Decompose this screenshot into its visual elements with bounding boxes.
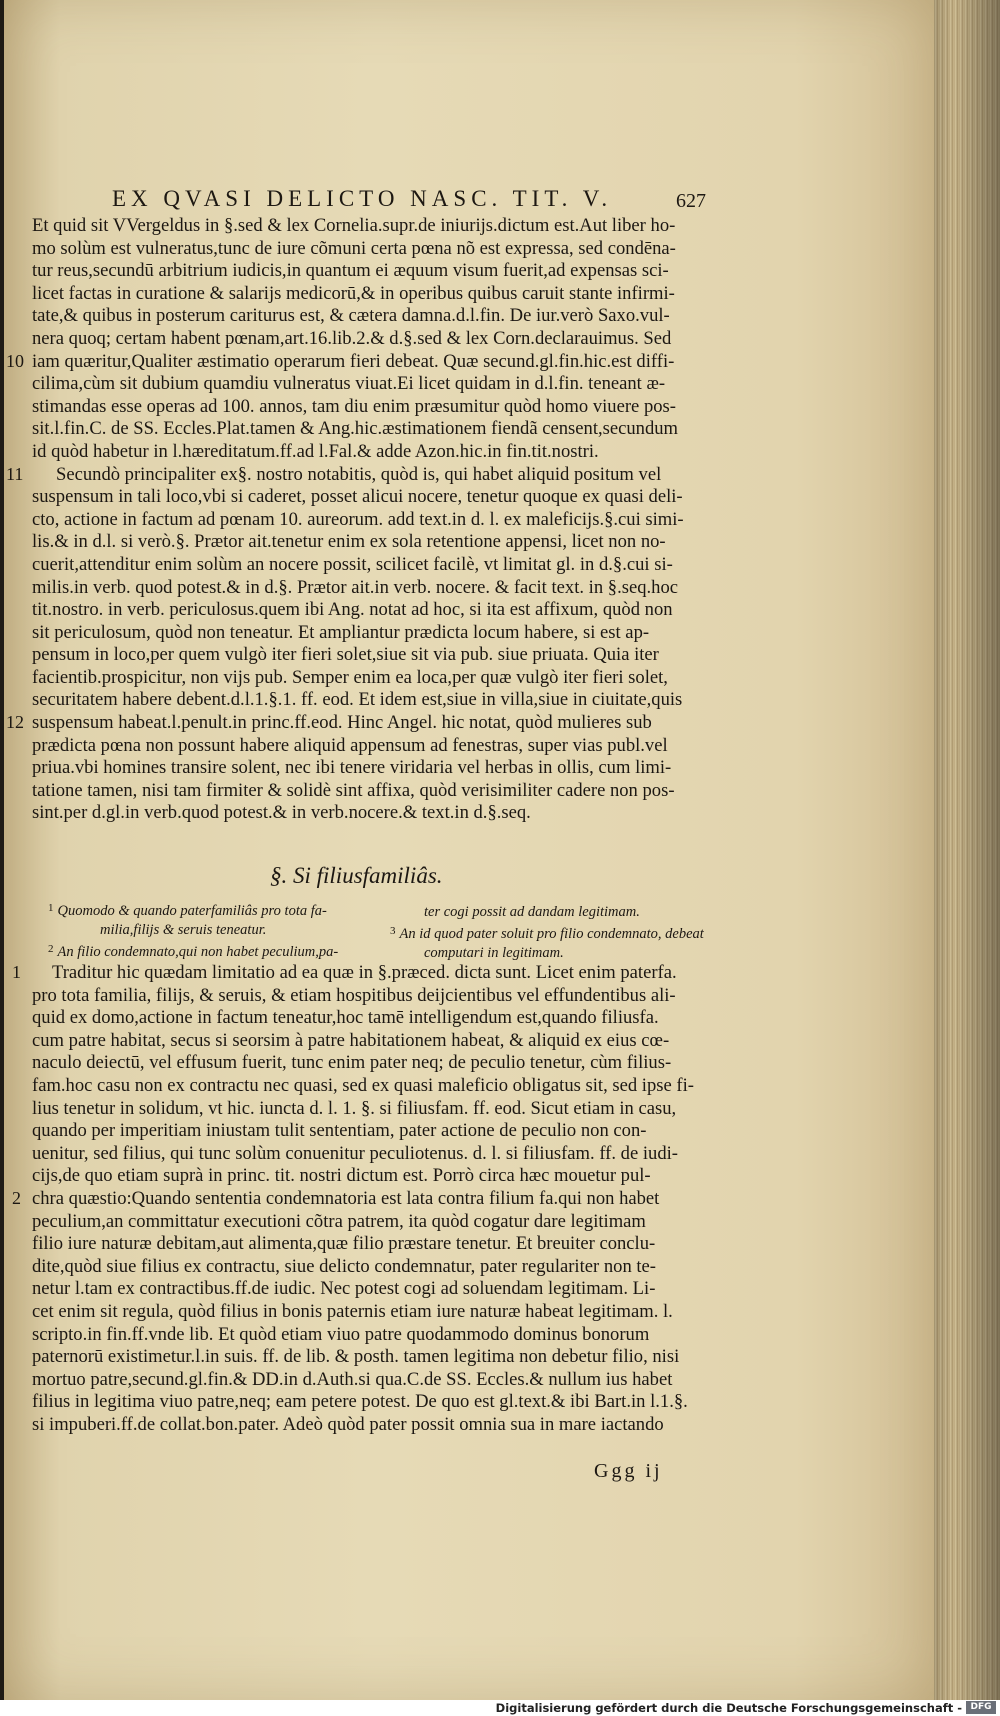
digitization-credit: Digitalisierung gefördert durch die Deutsche Forschungsgemeinschaft -: [495, 1701, 962, 1715]
summary-left: [48, 899, 338, 962]
text-line: lius tenetur in solidum, vt hic. iuncta d. l. 1. §. si filiusfam. ff. eod. Sicut etiam in casu,: [32, 1097, 677, 1119]
text-line: tur reus,secundū arbitrium iudicis,in quantum ei æquum visum fuerit,ad expensas sci-: [32, 260, 669, 282]
summary-item: ter cogi possit ad dandam legitimam.: [424, 904, 640, 920]
margin-number-10: 10: [6, 351, 24, 371]
margin-number-1: 1: [12, 962, 21, 982]
text-line: netur l.tam ex contractibus.ff.de iudic. Nec potest cogi ad soluendam legitimam. Li-: [32, 1278, 656, 1300]
text-block-1: [32, 215, 684, 825]
signature-mark: Ggg ij: [594, 1460, 663, 1482]
margin-number-11: 11: [6, 464, 24, 484]
text-line: tate,& quibus in posterum cariturus est, & cætera damna.d.l.fin. De iur.verò Saxo.vul-: [32, 305, 670, 327]
text-line: sit periculosum, quòd non teneatur. Et ampliantur prædicta locum habere, si est ap-: [32, 621, 650, 643]
text-line: prædicta pœna non possunt habere aliquid appensum ad fenestras, super vias publ.vel: [32, 734, 668, 756]
text-line: dite,quòd siue filius ex contractu, siue delicto condemnatur, pater regulariter non te-: [32, 1255, 656, 1277]
text-line: sit.l.fin.C. de SS. Eccles.Plat.tamen & Ang.hic.æstimationem fiendã censent,secundum: [32, 418, 679, 440]
text-line: cum patre habitat, secus si seorsim à patre habitationem habeat, & aliquid ex eius cœ-: [32, 1029, 670, 1051]
dfg-logo: DFG: [966, 1701, 996, 1714]
margin-number-2: 2: [12, 1188, 21, 1208]
text-line: pro tota familia, filijs, & seruis, & etiam hospitibus deijcientibus vel effundentibus ali-: [32, 984, 676, 1006]
text-line: cilima,cùm sit dubium quamdiu vulneratus viuat.Ei licet quidam in d.l.fin. teneant æ-: [32, 373, 666, 395]
text-line: lis.& in d.l. si verò.§. Prætor ait.tenetur enim ex sola retentione appensi, licet non no-: [32, 531, 666, 553]
text-block-2: [32, 962, 694, 1436]
summary-right: [390, 903, 704, 963]
text-line: peculium,an committatur executioni cõtra patrem, ita quòd cogatur dare legitimam: [32, 1210, 646, 1232]
page-edges-decoration: [934, 0, 1000, 1700]
text-line: Secundò principaliter ex§. nostro notabitis, quòd is, qui habet aliquid positum vel: [56, 463, 662, 485]
text-line: filius in legitima viuo patre,neq; eam petere potest. De quo est gl.text.& ibi Bart.in l.1.§.: [32, 1391, 688, 1413]
text-line: licet factas in curatione & salarijs medicorū,& in operibus quibus caruit stante infirmi-: [32, 282, 675, 304]
margin-number-12: 12: [6, 712, 24, 732]
summary-item: computari in legitimam.: [424, 945, 564, 961]
text-line: milis.in verb. quod potest.& in d.§. Prætor ait.in verb. nocere. & facit text. in §.seq.hoc: [32, 576, 679, 598]
text-line: iam quæritur,Qualiter æstimatio operarum fieri debeat. Quæ secund.gl.fin.hic.est diffi-: [32, 350, 675, 372]
text-line: id quòd habetur in l.hæreditatum.ff.ad l.Fal.& adde Azon.hic.in fin.tit.nostri.: [32, 440, 599, 462]
text-line: Traditur hic quædam limitatio ad ea quæ in §.præced. dicta sunt. Licet enim paterfa.: [52, 962, 677, 983]
text-line: nera quoq; certam habent pœnam,art.16.lib.2.& d.§.sed & lex Corn.declarauimus. Sed: [32, 327, 672, 349]
text-line: mo solùm est vulneratus,tunc de iure cõmuni certa pœna nõ est expressa, sed condēna-: [32, 237, 676, 259]
text-line: chra quæstio:Quando sententia condemnatoria est lata contra filium fa.qui non habet: [32, 1187, 660, 1209]
text-line: uenitur, sed filius, qui tunc solùm conuenitur peculiotenus. d. l. si filiusfam. ff. de iudi-: [32, 1142, 678, 1164]
text-line: quando per imperitiam iniustam tulit sententiam, pater actione de peculio non con-: [32, 1120, 647, 1142]
running-title: EX QVASI DELICTO NASC. TIT. V.: [112, 186, 613, 211]
text-line: naculo deiectū, vel effusum fuerit, tunc enim pater neq; de peculio tenetur, cùm filius-: [32, 1052, 672, 1074]
text-line: cuerit,attenditur enim solùm an nocere possit, scilicet facilè, vt limitat gl. in d.§.cui si-: [32, 553, 673, 575]
text-line: suspensum habeat.l.penult.in princ.ff.eod. Hinc Angel. hic notat, quòd mulieres sub: [32, 712, 652, 734]
text-line: stimandas esse operas ad 100. annos, tam diu enim præsumitur quòd homo viuere pos-: [32, 395, 676, 417]
text-line: quid ex domo,actione in factum teneatur,hoc tamē intelligendum est,quando filiusfa.: [32, 1007, 659, 1029]
text-line: fam.hoc casu non ex contractu nec quasi, sed ex quasi maleficio obligatus sit, sed ipse fi-: [32, 1074, 694, 1096]
text-line: mortuo patre,secund.gl.fin.& DD.in d.Auth.si qua.C.de SS. Eccles.& nullum ius habet: [32, 1368, 673, 1390]
summary-item: milia,filijs & seruis teneatur.: [100, 922, 267, 938]
text-line: sint.per d.gl.in verb.quod potest.& in verb.nocere.& text.in d.§.seq.: [32, 802, 531, 824]
summary-item: $^1$ Quomodo & quando paterfamiliâs pro tota fa-: [48, 902, 327, 919]
text-line: facientib.prospicitur, non vijs pub. Semper enim ea loca,per quæ vulgò iter fieri solet,: [32, 666, 668, 688]
section-heading: §. Si filiusfamiliâs.: [270, 863, 443, 888]
summary-item: $^3$ An id quod pater soluit pro filio condemnato, debeat: [390, 925, 704, 942]
text-line: si impuberi.ff.de collat.bon.pater. Adeò quòd pater possit omnia sua in mare iactando: [32, 1413, 664, 1435]
text-line: paternorū existimetur.l.in suis. ff. de lib. & posth. tamen legitima non debetur filio, nisi: [32, 1346, 680, 1368]
text-line: cijs,de quo etiam suprà in princ. tit. nostri dictum est. Porrò circa hæc mouetur pul-: [32, 1165, 651, 1187]
page-number: 627: [676, 190, 706, 212]
text-line: scripto.in fin.ff.vnde lib. Et quòd etiam viuo patre quodammodo dominus bonorum: [32, 1323, 650, 1345]
text-line: filio iure naturæ debitam,aut alimenta,quæ filio præstare tenetur. Et breuiter conclu-: [32, 1233, 656, 1255]
text-line: suspensum in tali loco,vbi si caderet, posset alicui nocere, tenetur quoque ex quasi deli-: [32, 486, 683, 508]
text-line: tatione tamen, nisi tam firmiter & solidè sint affixa, quòd verisimiliter cadere non pos-: [32, 779, 675, 801]
text-line: pensum in loco,per quem vulgò iter fieri solet,siue sit via pub. siue priuata. Quia iter: [32, 644, 659, 666]
text-line: cet enim sit regula, quòd filius in bonis paternis etiam iure naturæ habeat legitimam. l.: [32, 1300, 673, 1322]
summary-item: $^2$ An filio condemnato,qui non habet peculium,pa-: [48, 943, 339, 960]
text-line: cto, actione in factum ad pœnam 10. aureorum. add text.in d. l. ex maleficijs.§.cui simi-: [32, 508, 684, 530]
text-line: securitatem habere debent.d.l.1.§.1. ff. eod. Et idem est,siue in villa,siue in ciuitate,quis: [32, 689, 683, 711]
text-line: priua.vbi homines transire solent, nec ibi tenere viridaria vel herbas in ollis, cum limi-: [32, 757, 672, 779]
text-line: Et quid sit VVergeldus in §.sed & lex Cornelia.supr.de iniurijs.dictum est.Aut liber ho-: [32, 215, 676, 236]
text-line: tit.nostro. in verb. periculosus.quem ibi Ang. notat ad hoc, si ita est affixum, quòd non: [32, 599, 673, 621]
